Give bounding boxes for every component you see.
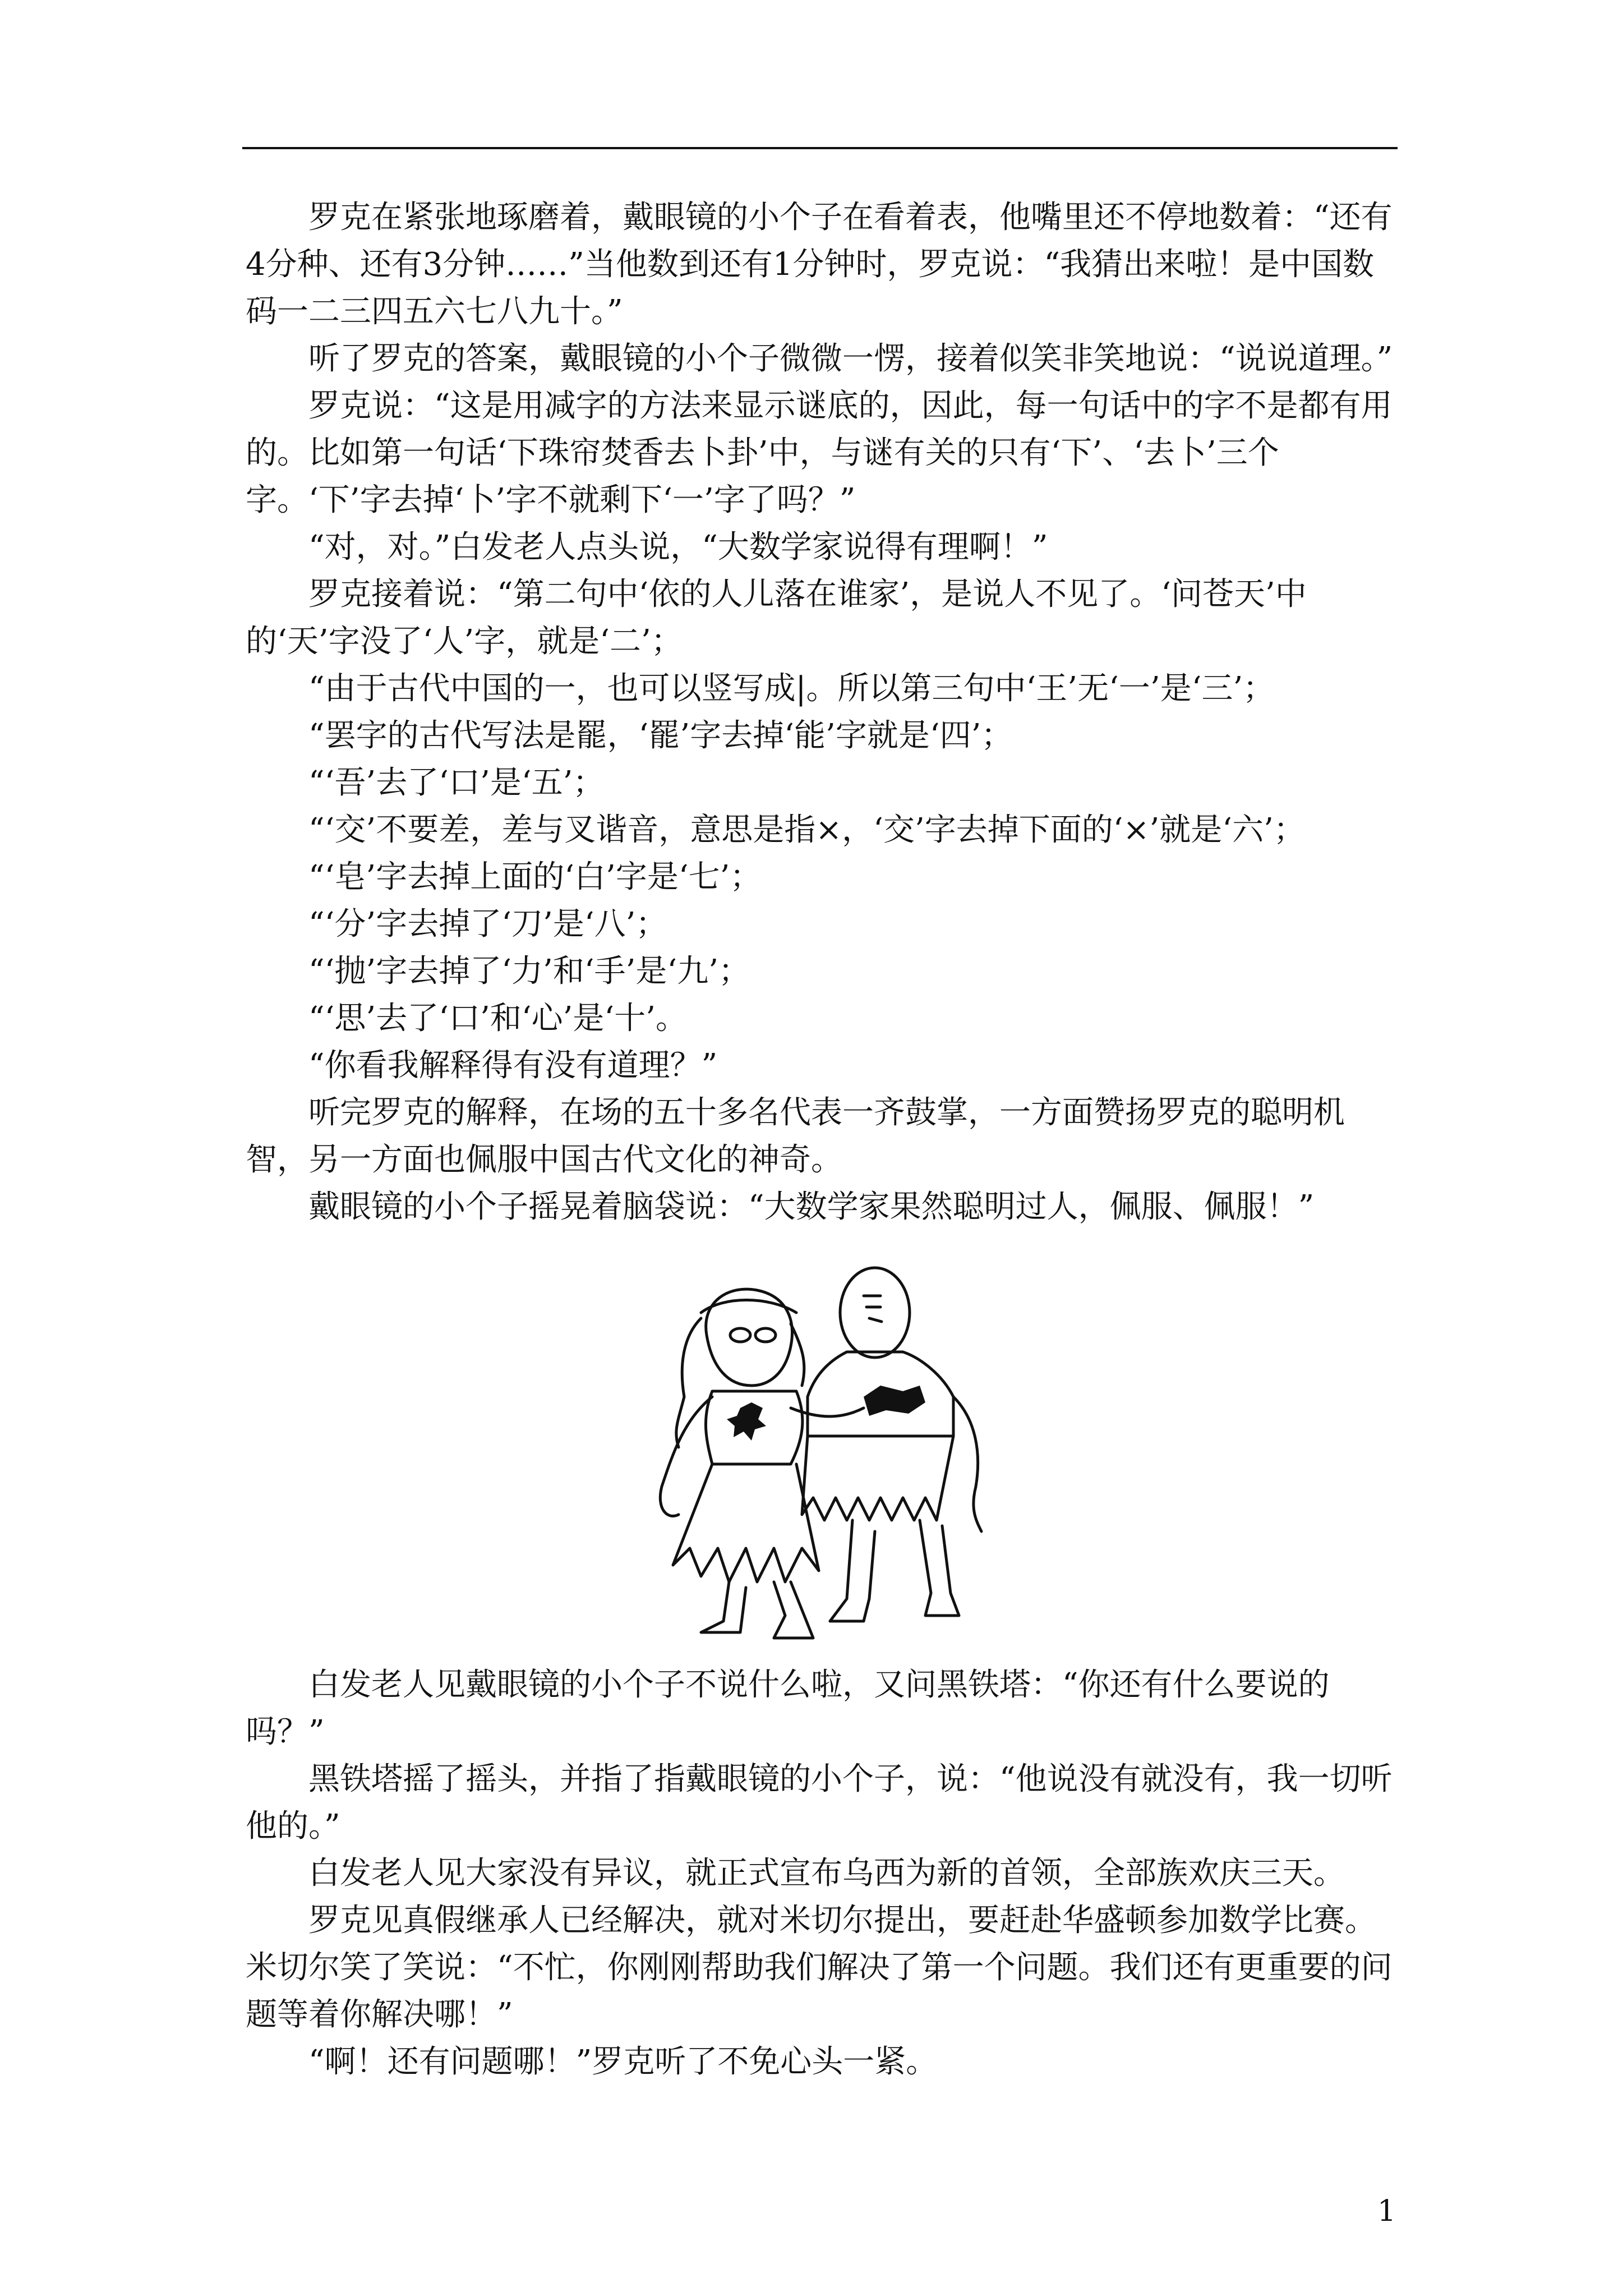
right-skirt — [802, 1436, 953, 1520]
paragraph: 黑铁塔摇了摇头，并指了指戴眼镜的小个子，说：“他说没有就没有，我一切听他的。” — [246, 1761, 1393, 1844]
paragraph: “罢字的古代写法是罷，‘罷’字去掉‘能’字就是‘四’； — [308, 717, 1013, 754]
glasses-left — [730, 1328, 750, 1342]
text-section-top — [246, 194, 1400, 1231]
paragraph: “‘分’字去掉了‘刀’是‘八’； — [308, 906, 667, 942]
paragraph: 罗克见真假继承人已经解决，就对米切尔提出，要赶赴华盛顿参加数学比赛。米切尔笑了笑说：“不忙，你刚刚帮助我们解决了第一个问题。我们还有更重要的问题等着你解决哪！” — [246, 1902, 1393, 2033]
paragraph: “啊！还有问题哪！”罗克听了不免心头一紧。 — [308, 2044, 938, 2080]
left-arm-down — [660, 1397, 712, 1516]
left-leg-right — [774, 1582, 813, 1638]
header-rule — [242, 147, 1398, 149]
paragraph: 罗克在紧张地琢磨着，戴眼镜的小个子在看着表，他嘴里还不停地数着：“还有4分种、还有3分钟……”当他数到还有1分钟时，罗克说：“我猜出来啦！是中国数码一二三四五六七八九十。” — [246, 199, 1393, 330]
paragraph: “‘抛’字去掉了‘力’和‘手’是‘九’； — [308, 953, 750, 990]
paragraph: “‘交’不要差，差与叉谐音，意思是指×，‘交’字去掉下面的‘×’就是‘六’； — [308, 812, 1305, 848]
right-arm — [953, 1397, 981, 1531]
two-figures-illustration — [639, 1251, 987, 1644]
paragraph: “对，对。”白发老人点头说，“大数学家说得有理啊！” — [308, 529, 1048, 565]
left-skirt — [673, 1464, 819, 1582]
paragraph: “你看我解释得有没有道理？” — [308, 1047, 718, 1084]
chest-ornament-left — [727, 1402, 766, 1441]
paragraph: “由于古代中国的一，也可以竖写成|。所以第三句中‘王’无‘一’是‘三’； — [308, 670, 1275, 707]
paragraph: “‘思’去了‘口’和‘心’是‘十’。 — [308, 1000, 688, 1037]
paragraph: 白发老人见大家没有异议，就正式宣布乌西为新的首领，全部族欢庆三天。 — [308, 1855, 1345, 1892]
text-section-bottom — [246, 1662, 1400, 2086]
glasses-right — [755, 1328, 776, 1342]
paragraph: 戴眼镜的小个子摇晃着脑袋说：“大数学家果然聪明过人，佩服、佩服！” — [308, 1189, 1315, 1225]
paragraph: 听了罗克的答案，戴眼镜的小个子微微一愣，接着似笑非笑地说：“说说道理。” — [308, 341, 1393, 377]
page-number: 1 — [1377, 2194, 1396, 2228]
paragraph: “‘吾’去了‘口’是‘五’； — [308, 765, 605, 801]
paragraph: “‘皂’字去掉上面的‘白’字是‘七’； — [308, 859, 762, 895]
paragraph: 白发老人见戴眼镜的小个子不说什么啦，又问黑铁塔：“你还有什么要说的吗？” — [246, 1667, 1330, 1750]
face-marks — [864, 1296, 882, 1322]
paragraph: 罗克说：“这是用减字的方法来显示谜底的，因此，每一句话中的字不是都有用的。比如第一句话‘下珠帘焚香去卜卦’中，与谜有关的只有‘下’、‘去卜’三个字。‘下’字去掉‘卜’字不就剩下‘一’字了吗？” — [246, 388, 1393, 518]
paragraph: 罗克接着说：“第二句中‘依的人儿落在谁家’，是说人不见了。‘问苍天’中的‘天’字没了‘人’字，就是‘二’； — [246, 576, 1307, 660]
right-leg-right — [920, 1520, 959, 1616]
paragraph: 听完罗克的解释，在场的五十多名代表一齐鼓掌，一方面赞扬罗克的聪明机智，另一方面也佩服中国古代文化的神奇。 — [246, 1094, 1345, 1178]
left-leg-left — [701, 1582, 746, 1632]
bald-head — [840, 1268, 910, 1358]
chest-ornament-right — [864, 1386, 925, 1416]
right-leg-left — [830, 1520, 875, 1621]
